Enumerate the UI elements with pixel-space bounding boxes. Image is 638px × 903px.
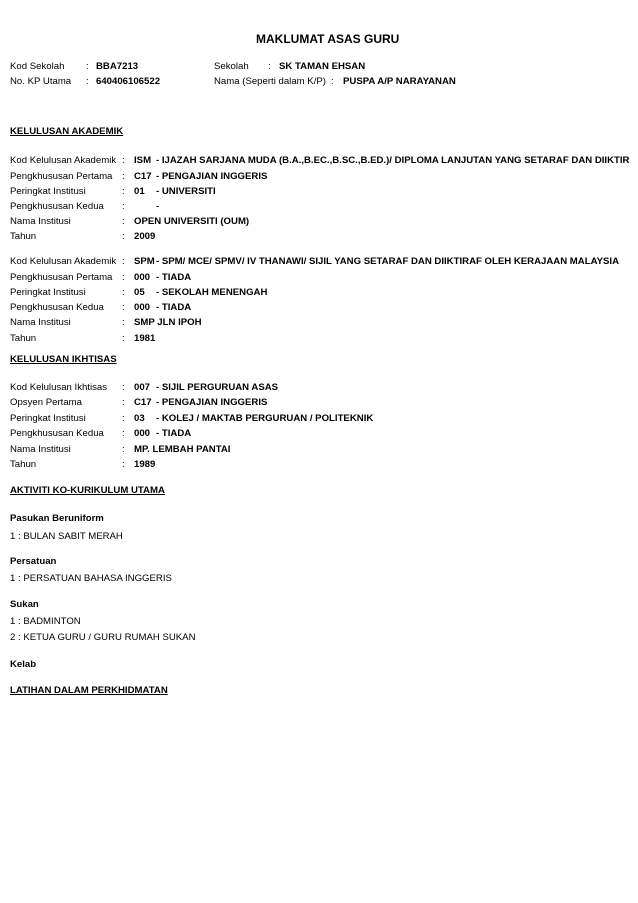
kp-value: 640406106522 [96,76,161,87]
field-code: 01 [134,186,145,197]
subheading-persatuan: Persatuan [10,556,57,567]
field-code: SPM [134,256,155,267]
nama-value: PUSPA A/P NARAYANAN [343,76,456,87]
kp-label: No. KP Utama [10,76,72,87]
field-label: Opsyen Pertama [10,397,82,408]
field-desc: - TIADA [156,302,192,313]
subheading-uniform: Pasukan Beruniform [10,513,104,524]
section-heading-akademik: KELULUSAN AKADEMIK [10,126,124,137]
field-code: MP. LEMBAH PANTAI [134,444,231,455]
field-desc: - SPM/ MCE/ SPMV/ IV THANAWI/ SIJIL YANG SETARAF DAN DIIKTIRAF OLEH KERAJAAN MALAYSIA [156,256,620,267]
field-label: Peringkat Institusi [10,287,86,298]
field-label: Kod Kelulusan Akademik [10,155,117,166]
sekolah-value: SK TAMAN EHSAN [279,61,366,72]
colon: : [122,397,125,408]
colon: : [122,201,125,212]
field-label: Nama Institusi [10,444,71,455]
field-code: OPEN UNIVERSITI (OUM) [134,216,250,227]
colon: : [122,428,125,439]
subheading-sukan: Sukan [10,599,39,610]
field-code: 03 [134,413,145,424]
section-heading-kokurikulum: AKTIVITI KO-KURIKULUM UTAMA [10,485,165,496]
field-label: Peringkat Institusi [10,186,86,197]
field-label: Peringkat Institusi [10,413,86,424]
list-item: 2 : KETUA GURU / GURU RUMAH SUKAN [10,632,196,643]
field-code: ISM [134,155,152,166]
colon: : [268,61,271,72]
colon: : [122,287,125,298]
colon: : [122,302,125,313]
colon: : [122,186,125,197]
field-desc: - KOLEJ / MAKTAB PERGURUAN / POLITEKNIK [156,413,374,424]
colon: : [122,317,125,328]
field-code: 007 [134,382,151,393]
field-label: Pengkhususan Pertama [10,272,113,283]
field-code: 2009 [134,231,156,242]
colon: : [86,76,89,87]
field-label: Pengkhususan Kedua [10,428,104,439]
field-desc: - PENGAJIAN INGGERIS [156,397,268,408]
field-code: 05 [134,287,145,298]
field-code: 000 [134,272,151,283]
field-label: Tahun [10,333,37,344]
colon: : [122,413,125,424]
field-code: 1981 [134,333,156,344]
colon: : [122,216,125,227]
field-code: 1989 [134,459,156,470]
field-label: Kod Kelulusan Akademik [10,256,117,267]
field-label: Nama Institusi [10,216,71,227]
subheading-kelab: Kelab [10,659,37,670]
field-desc: - PENGAJIAN INGGERIS [156,171,268,182]
section-heading-ikhtisas: KELULUSAN IKHTISAS [10,354,117,365]
colon: : [122,333,125,344]
field-desc: - UNIVERSITI [156,186,216,197]
kod-sekolah-value: BBA7213 [96,61,139,72]
colon: : [122,382,125,393]
field-desc: - SEKOLAH MENENGAH [156,287,268,298]
colon: : [331,76,334,87]
kod-sekolah-label: Kod Sekolah [10,61,65,72]
field-desc: - SIJIL PERGURUAN ASAS [156,382,279,393]
field-code: 000 [134,302,151,313]
list-item: 1 : PERSATUAN BAHASA INGGERIS [10,573,172,584]
field-label: Tahun [10,459,37,470]
field-desc: - TIADA [156,428,192,439]
field-label: Nama Institusi [10,317,71,328]
page-title: MAKLUMAT ASAS GURU [256,32,400,46]
colon: : [122,171,125,182]
colon: : [122,459,125,470]
field-label: Pengkhususan Kedua [10,302,104,313]
field-code: C17 [134,397,152,408]
field-label: Pengkhususan Kedua [10,201,104,212]
list-item: 1 : BULAN SABIT MERAH [10,531,123,542]
field-label: Kod Kelulusan Ikhtisas [10,382,108,393]
nama-label: Nama (Seperti dalam K/P) [214,76,326,87]
field-desc: - IJAZAH SARJANA MUDA (B.A.,B.EC.,B.SC.,B.ED.)/ DIPLOMA LANJUTAN YANG SETARAF DAN DIIKTIR [156,155,630,166]
colon: : [122,155,125,166]
colon: : [122,256,125,267]
colon: : [122,231,125,242]
field-label: Pengkhususan Pertama [10,171,113,182]
field-code: SMP JLN IPOH [134,317,202,328]
field-code: 000 [134,428,151,439]
colon: : [86,61,89,72]
field-code: C17 [134,171,152,182]
section-heading-latihan: LATIHAN DALAM PERKHIDMATAN [10,685,168,696]
sekolah-label: Sekolah [214,61,249,72]
field-label: Tahun [10,231,37,242]
field-desc: - TIADA [156,272,192,283]
list-item: 1 : BADMINTON [10,616,81,627]
colon: : [122,272,125,283]
colon: : [122,444,125,455]
field-desc: - [156,201,160,212]
